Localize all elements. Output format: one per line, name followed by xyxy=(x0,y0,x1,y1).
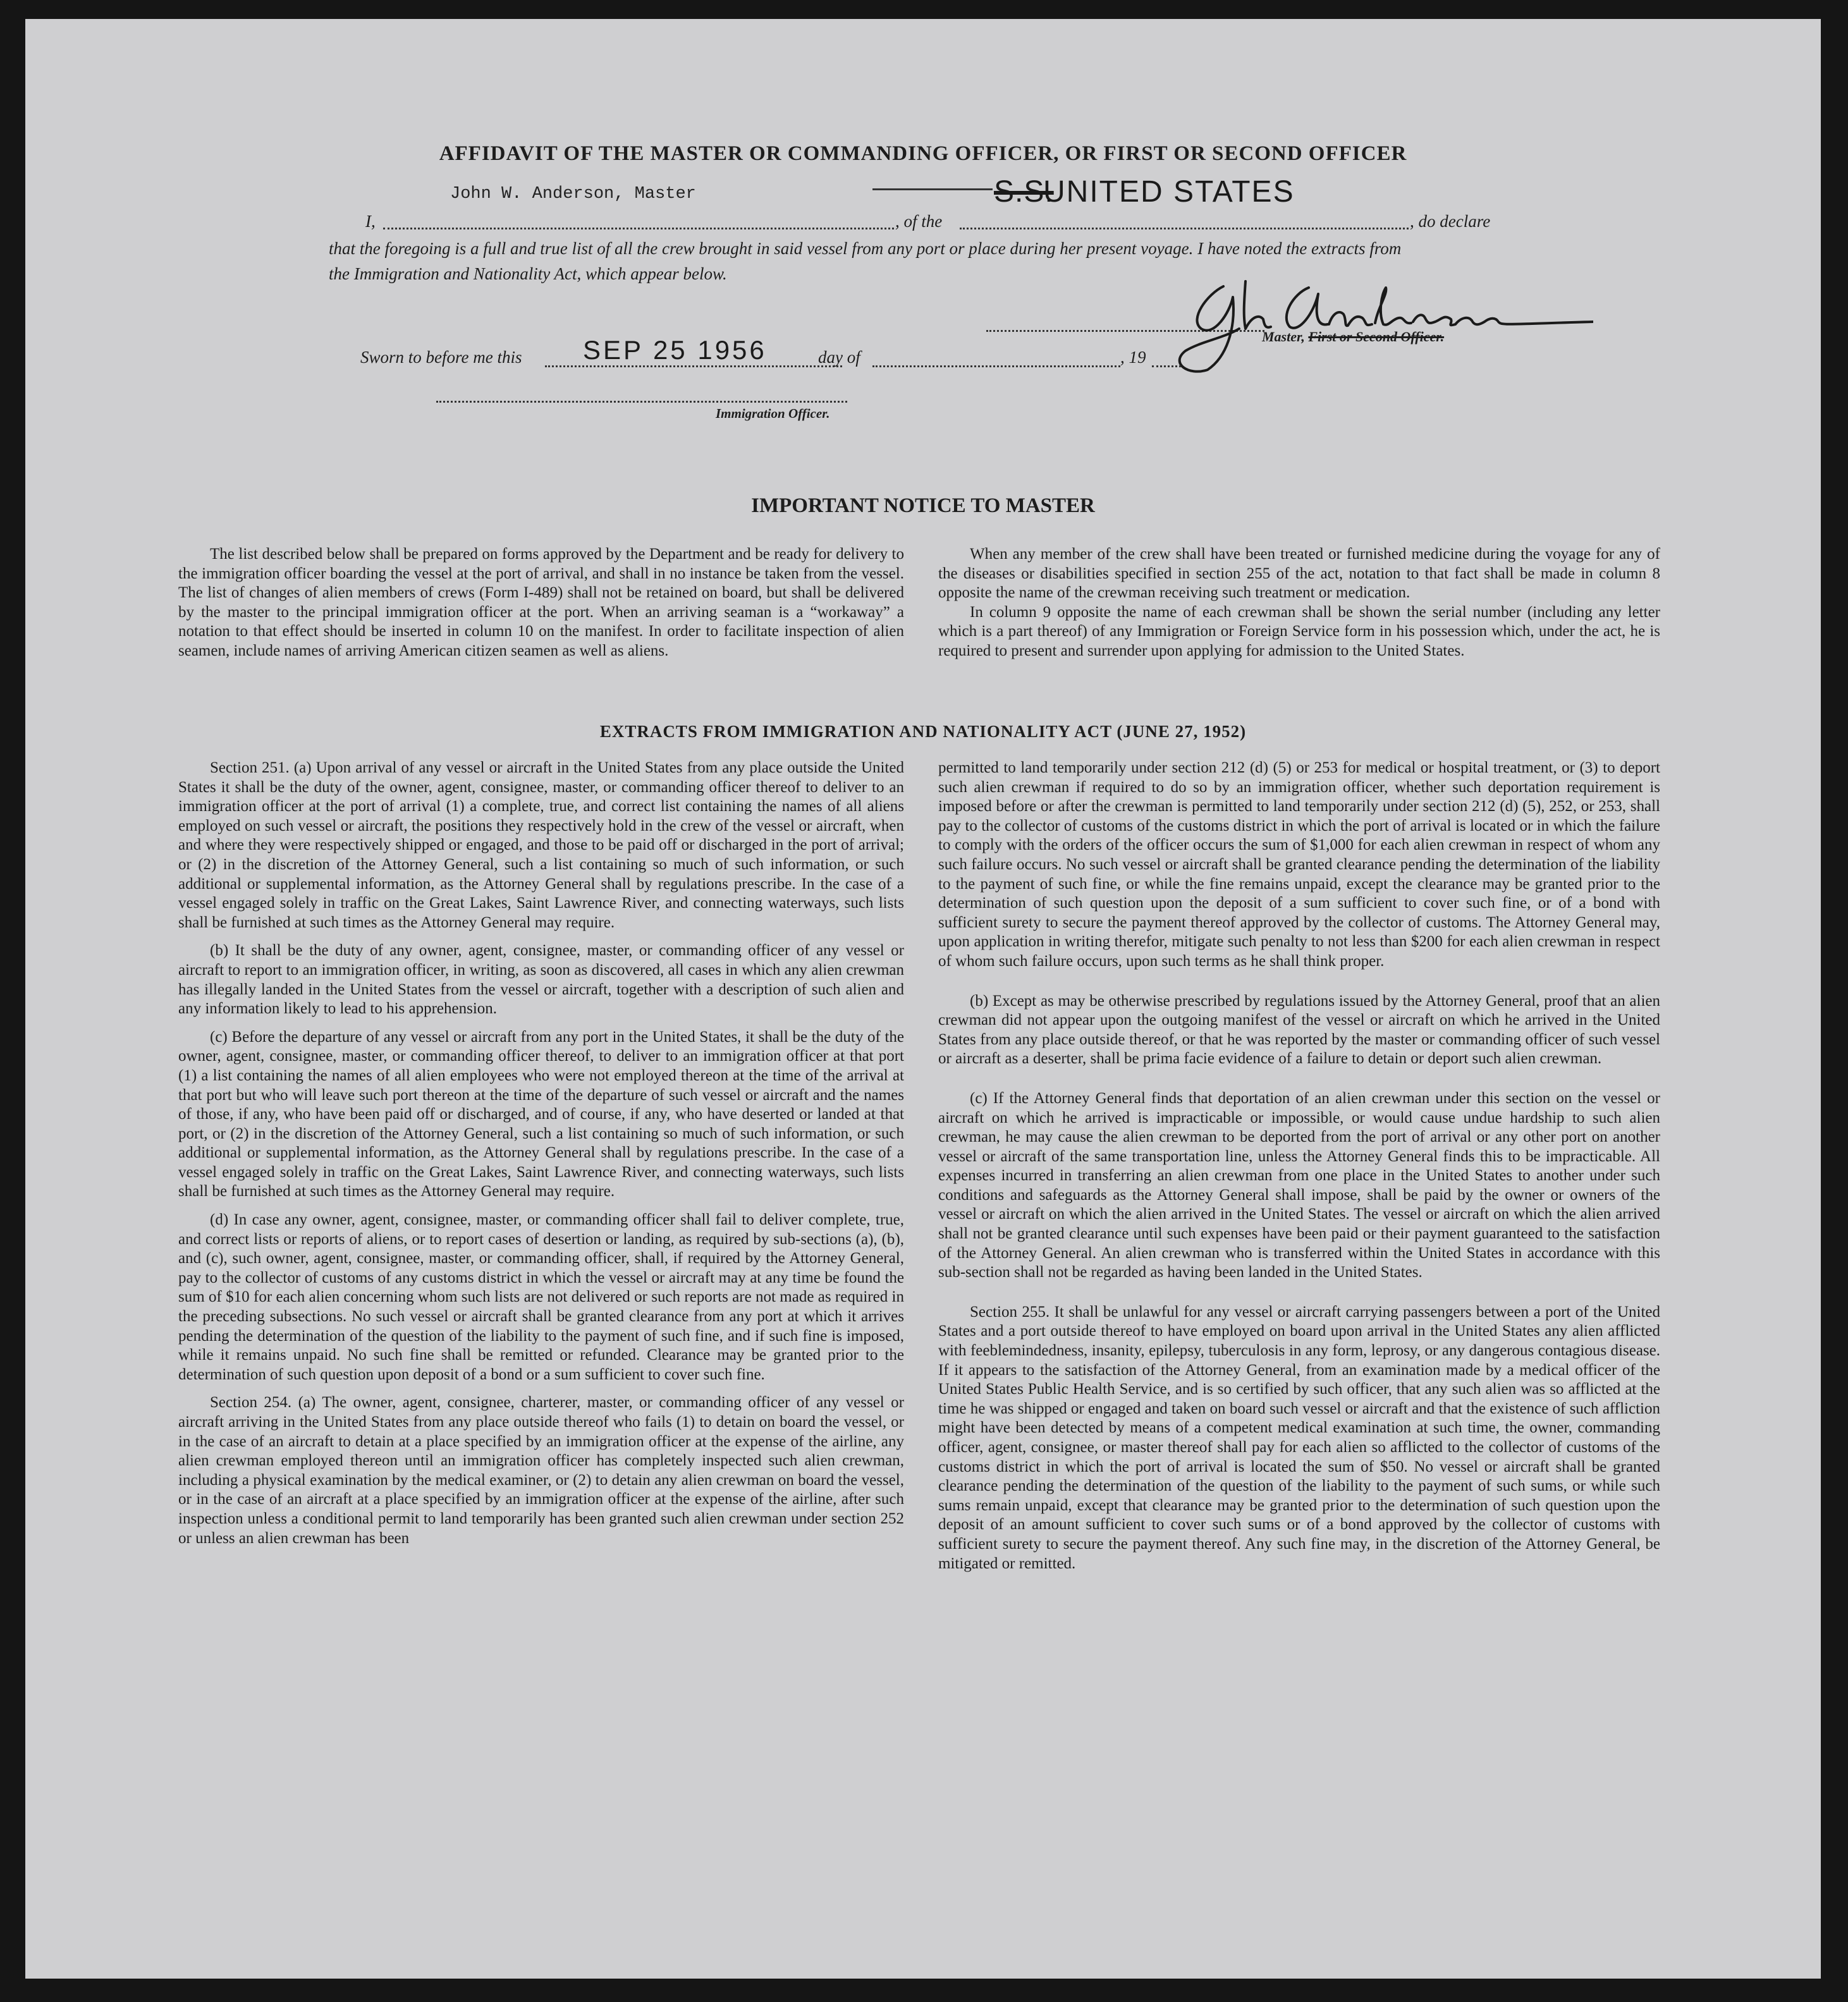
section-254-b: (b) Except as may be otherwise prescribed by regulations issued by the Attorney General, proof that an alien crewman did not appear upon the outgoing manifest of the vessel or aircraft on which he arrived in the United States from any place outside thereof, or that he was reported by the master or commanding officer of such vessel or aircraft as a deserter, shall be prima facie evidence of a failure to detain or deport such alien crewman. xyxy=(938,992,1660,1068)
section-254-a: Section 254. (a) The owner, agent, consignee, charterer, master, or commanding officer of any vessel or aircraft arriving in the United States from any place outside thereof who fails (1) to detain on board the vessel, or in the case of an aircraft to detain at a place specified by an immigration officer at the expense of the airline, any alien crewman employed thereon until an immigration officer has completely inspected such alien crewman, including a physical examination by the medical examiner, or (2) to detain any alien crewman on board the vessel, or in the case of an aircraft at a place specified by an immigration officer at the expense of the airline, after such inspection unless a conditional permit to land temporarily has been granted such alien crewman under section 252 or unless an alien crewman has been xyxy=(178,1394,904,1547)
extracts-right-column xyxy=(938,759,1660,1573)
master-name-typed: John W. Anderson, Master xyxy=(450,185,696,204)
sworn-label: Sworn to before me this xyxy=(360,348,522,367)
officer-signature-blank xyxy=(436,401,847,403)
vessel-name: UNITED STATES xyxy=(1043,175,1295,209)
section-251-a: Section 251. (a) Upon arrival of any vessel or aircraft in the United States from any place outside the United States it shall be the duty of the owner, agent, consignee, master, or commanding officer thereof to deliver to an immigration officer at the port of arrival (1) a complete, true, and correct list containing the names of all aliens employed on such vessel or aircraft, the positions they respectively hold in the crew of the vessel or aircraft, when and where they were respectively shipped or engaged, and those to be paid off or discharged in the port of arrival; or (2) in the discretion of the Attorney General, such a list containing so much of such information, or such additional or supplemental information, as the Attorney General shall by regulations prescribe. In the case of a vessel engaged solely in traffic on the Great Lakes, Saint Lawrence River, and connecting waterways, such lists shall be furnished at such times as the Attorney General may require. xyxy=(178,759,904,931)
day-of-label: day of xyxy=(818,348,860,367)
section-254-a-continued: permitted to land temporarily under section 212 (d) (5) or 253 for medical or hospital treatment, or (3) to deport such alien crewman if required to do so by an immigration officer, whether such deportation requirement is imposed before or after the crewman is permitted to land temporarily under section 212 (d) (5), 252, or 253, shall pay to the collector of customs of the customs district in which the port of arrival is located or in which the failure to comply with the orders of the officer occurs the sum of $1,000 for each alien crewman in respect of whom any such failure occurs. No such vessel or aircraft shall be granted clearance pending the determination of the liability to the payment of such fine, or while the fine remains unpaid, except the clearance may be granted prior to the determination of such question upon the deposit of a sum sufficient to cover such fine, or of a bond with sufficient surety to secure the payment thereof approved by the collector of customs. The Attorney General may, upon application in writing therefor, mitigate such penalty to not less than $200 for each alien crewman in respect of whom such failure occurs, upon such terms as he shall think proper. xyxy=(938,759,1660,970)
extracts-left-column xyxy=(178,759,904,1548)
extracts-title: EXTRACTS FROM IMMIGRATION AND NATIONALITY ACT (JUNE 27, 1952) xyxy=(599,722,1247,741)
signature-title-master: Master, xyxy=(1262,329,1309,345)
year-label: , 19 xyxy=(1120,348,1146,367)
statement-line-1: that the foregoing is a full and true list of all the crew brought in said vessel from any port or place during her present voyage. I have noted the extracts from xyxy=(329,239,1402,258)
i-label: I, xyxy=(365,212,376,231)
notice-title: IMPORTANT NOTICE TO MASTER xyxy=(751,494,1095,517)
title-divider xyxy=(872,188,993,190)
signature-title-struck: First or Second Officer. xyxy=(1308,329,1445,345)
name-blank xyxy=(383,228,894,229)
statement-line-2: the Immigration and Nationality Act, which appear below. xyxy=(329,264,727,283)
section-251-d: (d) In case any owner, agent, consignee, master, or commanding officer shall fail to deliver complete, true, and correct lists or reports of aliens, or to report cases of desertion or landing, as required by sub-sections (a), (b), and (c), such owner, agent, consignee, master, or commanding officer, shall, if required by the Attorney General, pay to the collector of customs of any customs district in which the vessel or aircraft may at any time be found the sum of $10 for each alien concerning whom such lists are not delivered or such reports are not made as required in the preceding subsections. No such vessel or aircraft shall be granted clearance from any port at which it arrives pending the determination of the question of the liability to the payment of such fine, and if such fine is imposed, while it remains unpaid. No such fine shall be remitted or refunded. Clearance may be granted prior to the determination of such question upon deposit of a bond or a sum sufficient to cover such fine. xyxy=(178,1211,904,1383)
master-signature xyxy=(1163,269,1593,376)
sworn-date-stamp: SEP 25 1956 xyxy=(583,335,767,365)
vessel-prefix-struck: S.S. xyxy=(994,175,1054,209)
section-251-b: (b) It shall be the duty of any owner, agent, consignee, master, or commanding officer of any vessel or aircraft to report to an immigration officer, in writing, as soon as discovered, all cases in which any alien crewman has illegally landed in the United States from the vessel or aircraft, together with a description of such alien and any information likely to lead to his apprehension. xyxy=(178,942,904,1018)
sworn-blank xyxy=(545,365,842,367)
notice-left-column xyxy=(178,545,904,661)
of-the-label: , of the xyxy=(895,212,943,231)
section-255: Section 255. It shall be unlawful for any vessel or aircraft carrying passengers between a port of the United States and a port outside thereof to have employed on board upon arrival in the United States any alien afflicted with feeblemindedness, insanity, epilepsy, tuberculosis in any form, leprosy, or any dangerous contagious disease. If it appears to the satisfaction of the Attorney General, from an examination made by a medical officer of the United States Public Health Service, and is so certified by such officer, that any such alien was so afflicted at the time he was shipped or engaged and taken on board such vessel or aircraft and that the existence of such affliction might have been detected by means of a competent medical examination at such time, the owner, commanding officer, agent, consignee, or master thereof shall pay for each alien so afflicted to the collector of customs of the customs district in which the port of arrival is located the sum of $50. No vessel or aircraft shall be granted clearance pending the determination of the question of the liability to the payment of such sums, or while such sums remain unpaid, except that clearance may be granted prior to the determination of such question upon the deposit of an amount sufficient to cover such sums or of a bond approved by the collector of customs with sufficient surety to secure the payment thereof. Any such fine may, in the discretion of the Attorney General, be mitigated or remitted. xyxy=(938,1303,1660,1572)
section-254-c: (c) If the Attorney General finds that deportation of an alien crewman under this section on the vessel or aircraft on which he arrived is impracticable or impossible, or would cause undue hardship to such alien crewman, he may cause the alien crewman to be deported from the port of arrival or any other port on another vessel or aircraft of the same transportation line, unless the Attorney General finds this to be impracticable. All expenses incurred in transferring an alien crewman from one place in the United States to another under such conditions and safeguards as the Attorney General shall impose, shall be paid by the owner or owners of the vessel or aircraft on which the alien arrived in the United States. The vessel or aircraft on which the alien arrived shall not be granted clearance until such expenses have been paid or their payment guaranteed to the satisfaction of the Attorney General. An alien crewman who is transferred within the United States in accordance with this sub-section shall not be regarded as having been landed in the United States. xyxy=(938,1089,1660,1281)
notice-left-paragraph: The list described below shall be prepared on forms approved by the Department and be ready for delivery to the immigration officer boarding the vessel at the port of arrival, and shall in no instance be taken from the vessel. The list of changes of alien members of crews (Form I-489) shall not be retained on board, but shall be delivered by the master to the principal immigration officer at the port. When an arriving seaman is a “workaway” a notation to that effect should be inserted in column 10 on the manifest. In order to facilitate inspection of alien seamen, include names of arriving American citizen seamen as well as aliens. xyxy=(178,546,904,659)
notice-right-paragraph-2: In column 9 opposite the name of each crewman shall be shown the serial number (including any letter which is a part thereof) of any Immigration or Foreign Service form in his possession which, under the act, he is required to present and surrender upon applying for admission to the United States. xyxy=(938,603,1660,659)
section-251-c: (c) Before the departure of any vessel or aircraft from any port in the United States, it shall be the duty of the owner, agent, consignee, master, or commanding officer thereof, to deliver to an immigration officer at that port (1) a list containing the names of all alien employees who were not employed thereon at the time of the arrival at that port but who will leave such port thereon at the time of the departure of such vessel or aircraft and the names of those, if any, who have been paid off or discharged, and of course, if any, who have deserted or landed at that port, or (2) in the discretion of the Attorney General, such a list containing so much of such information, or such additional or supplemental information, as the Attorney General shall by regulations prescribe. In the case of a vessel engaged solely in traffic on the Great Lakes, Saint Lawrence River, and connecting waterways, such lists shall be furnished at such times as the Attorney General may require. xyxy=(178,1028,904,1200)
notice-right-column xyxy=(938,545,1660,661)
do-declare-label: , do declare xyxy=(1410,212,1491,231)
month-blank xyxy=(872,365,1120,367)
signature-title xyxy=(1262,329,1444,345)
affidavit-title: AFFIDAVIT OF THE MASTER OR COMMANDING OFFICER, OR FIRST OR SECOND OFFICER xyxy=(439,142,1407,165)
vessel-blank xyxy=(960,228,1409,229)
document-page xyxy=(25,19,1821,1979)
year-blank xyxy=(1152,365,1181,367)
notice-right-paragraph-1: When any member of the crew shall have been treated or furnished medicine during the voyage for any of the diseases or disabilities specified in section 255 of the act, notation to that fact shall be made in column 8 opposite the name of the crewman receiving such treatment or medication. xyxy=(938,546,1660,602)
officer-label: Immigration Officer. xyxy=(716,406,830,421)
